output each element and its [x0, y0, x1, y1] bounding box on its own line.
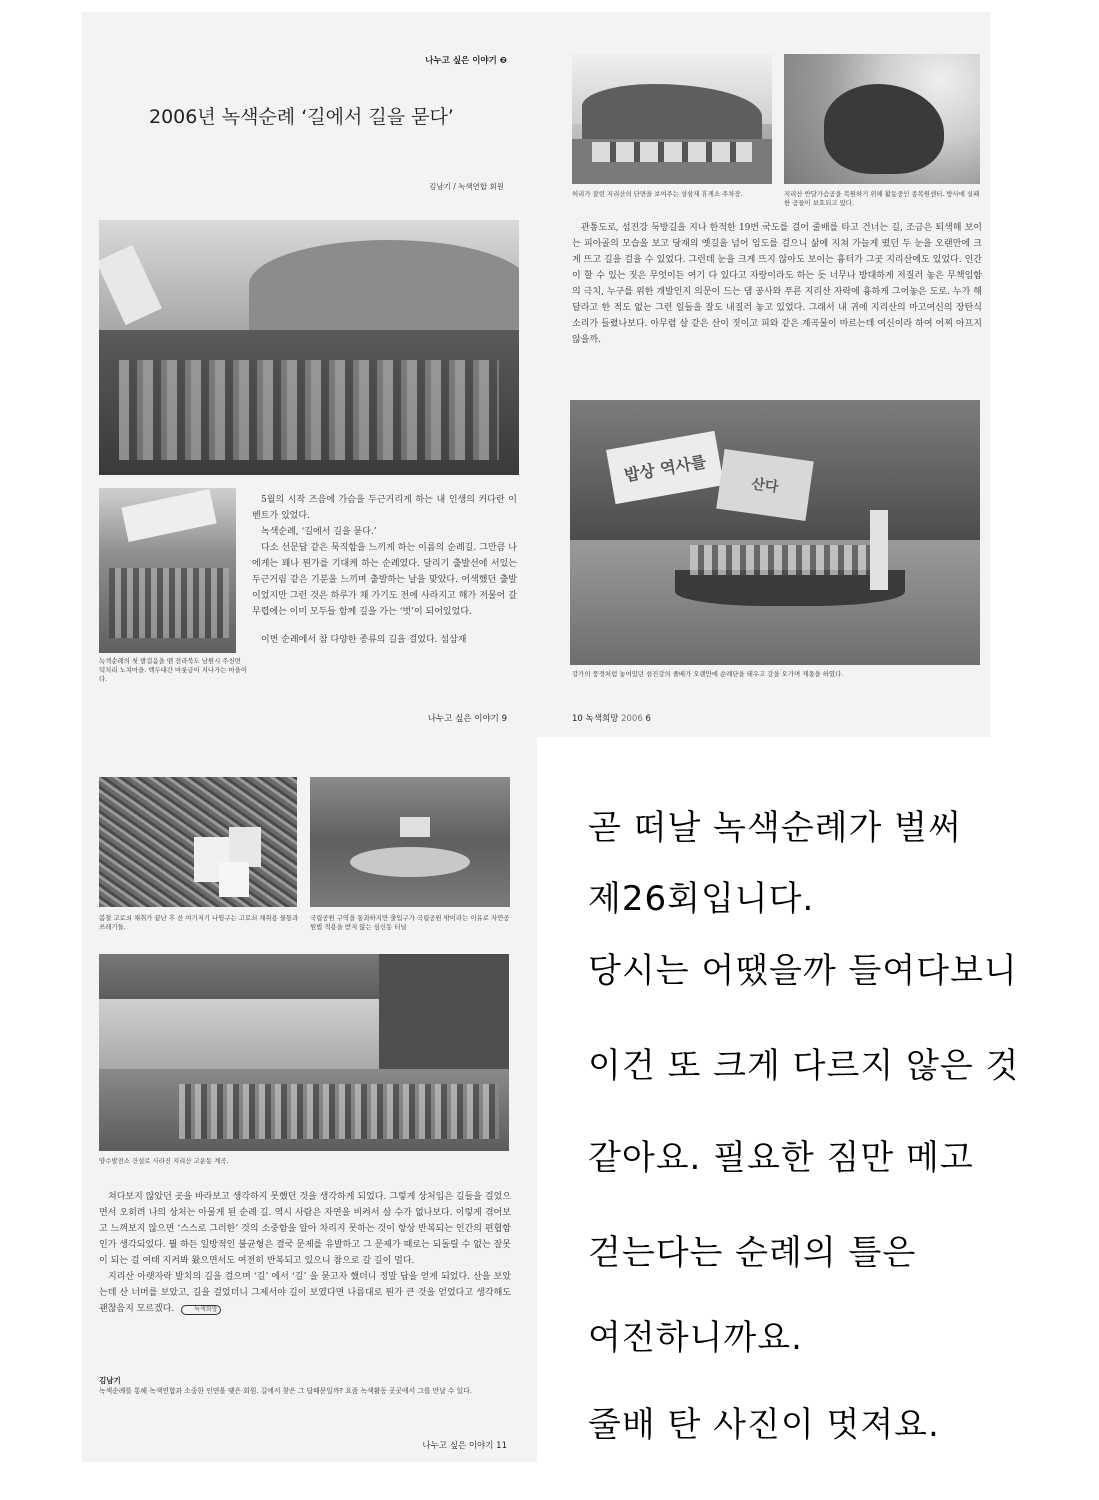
magazine-page-11 [82, 737, 537, 1462]
author-bio: 녹색순례를 통해 녹색연합과 소중한 인연을 맺은 회원. 길에서 찾은 그 답때문일까? 요즘 녹색활동 곳곳에서 그를 만날 수 있다. [99, 1387, 472, 1395]
trash-photo [99, 777, 297, 907]
article-body [572, 220, 982, 348]
article-title: 2006년 녹색순례 ‘길에서 길을 묻다’ [149, 106, 454, 128]
reservoir-photo [99, 954, 509, 1151]
caption-tunnel: 국립공원 구역을 통과하지만 출입구가 국립공원 밖이라는 이유로 자연공원법 적용을 받지 않는 심신동 터널 [310, 914, 510, 931]
note-line: 당시는 어땠을까 들여다보니 [588, 951, 1018, 991]
magazine-page-9 [82, 12, 537, 737]
page-number: 10 [572, 714, 583, 724]
author-name: 김남기 [99, 1376, 121, 1385]
paragraph-text: 지리산 아랫자락 발치의 길을 걸으며 ‘길’ 에서 ‘길’ 을 묻고자 했더니 정말 답을 얻게 되었다. 산을 보았는데 산 너머를 보았고, 길을 걸었더니 그제서야 길이 보였다면 나름대로 뭔가 큰 것을 얻었다고 생각해도 괜찮음지 모르겠다. [99, 1272, 511, 1314]
side-photo-caption: 녹색순례의 첫 발걸음을 뗀 전라북도 남원시 주천면 덕치리 노치마을. 백두대간 마룻금이 지나가는 마을이다. [99, 657, 248, 683]
paragraph: 다소 선문답 같은 묵직함을 느끼게 하는 이름의 순례길. 그만큼 나에게는 꽤나 뭔가를 기대케 하는 순례였다. 달리기 출발선에 서있는 두근거림 같은 기분을 느끼며 출발하는 날을 맞았다. 어색했던 출발이었지만 그런 것은 하루가 채 가기도 전에 사라지고 해가 저물어 갈 무렵에는 이미 모두들 함께 길을 가는 ‘벗’이 되어있었다. [252, 543, 517, 617]
end-mark-logo: 녹색희망 [181, 1305, 221, 1315]
note-line: 곧 떠날 녹색순례가 벌써 [588, 808, 962, 848]
magazine-name: 녹색희망 [585, 714, 619, 724]
article-body [252, 492, 517, 648]
paragraph: 녹색순례, ‘길에서 길을 묻다.’ [261, 527, 377, 537]
page-footer: 나누고 싶은 이야기 9 [427, 714, 507, 724]
caption-ferry: 강가의 풍경처럼 놓여있던 섬진강의 줄배가 오랜만에 순례단을 태우고 강을 오가며 제몫을 하였다. [572, 670, 844, 678]
note-line: 걷는다는 순례의 틀은 [588, 1233, 917, 1273]
issue-year: 2006 [621, 714, 643, 724]
note-line: 이건 또 크게 다르지 않은 것 [588, 1046, 1020, 1086]
bear-photo [784, 54, 980, 184]
page-footer [572, 712, 651, 724]
banner-right: 산다 [716, 449, 813, 521]
group-photo [99, 220, 519, 475]
caption-trash: 봄철 고로쇠 채취가 끝난 후 산 여기저기 나뒹구는 고로쇠 채취용 물통과 쓰레기들. [99, 914, 299, 931]
article-body [99, 1189, 511, 1317]
side-photo-hikers [99, 488, 236, 653]
tunnel-photo [310, 777, 510, 907]
paragraph: 쳐다보지 않았던 곳을 바라보고 생각하지 못했던 것을 생각하게 되었다. 그렇게 상처입은 길들을 걸었으면서 오히려 나의 상처는 아물게 된 순례 길. 역시 사람은 자연을 비켜서 살 수가 없나보다. 이렇게 겪어보고 느껴보지 않으면 ‘스스로 그러한’ 것의 소중함을 알아 차리지 못하는 것이 항상 반복되는 인간의 편협함인가 생각되었다. 뭘 하든 일방적인 불균형은 결국 문제를 유발하고 그 문제가 때로는 되돌릴 수 없는 잘못이 되는 걸 여태 지켜봐 왔으면서도 여전히 반복되고 있으니 참으로 갈 길이 멀다. [99, 1192, 511, 1266]
ferry-photo [570, 400, 980, 665]
note-line: 줄배 탄 사진이 멋져요. [588, 1405, 940, 1445]
paragraph: 관통도로, 섬진강 둑방길을 지나 한적한 19번 국도를 걸어 줄배를 타고 건너는 길, 조금은 퇴색해 보이는 피아골의 모습을 보고 당재의 옛길을 넘어 임도를 걸으니 삶에 지쳐 가늘게 떴던 두 눈을 오랜만에 크게 뜨고 길을 걸을 수 있었다. 그런데 눈을 크게 뜨지 않아도 보이는 흉터가 그곳 지리산에도 있었다. 인간이 할 수 있는 짓은 무엇이든 여기 다 있다고 자랑이라도 하는 듯 너무나 방대하게 저질러 놓은 무책임함의 극치, 누구를 위한 개발인지 의문이 드는 댐 공사와 푸른 지리산 자락에 흉하게 그어놓은 도로. 누가 해달라고 한 적도 없는 그런 일들을 잘도 내질러 놓고 있었다. 그래서 내 귀에 지리산의 마고여신의 장탄식 소리가 들렸나보다. 아무렴 살 같은 산이 짓이고 피와 같은 계곡물이 마르는데 여신이라 하여 어찌 아프지 않을까. [572, 223, 982, 345]
page-header: 나누고 싶은 이야기 ❷ [425, 56, 507, 66]
note-line: 같아요. 필요한 짐만 메고 [588, 1138, 974, 1178]
issue-number: 6 [645, 714, 651, 724]
paragraph: 5월의 시작 즈음에 가슴을 두근거리게 하는 내 인생의 커다란 이벤트가 있었다. [252, 495, 517, 521]
author-box [99, 1375, 514, 1396]
page-footer: 나누고 싶은 이야기 11 [422, 1441, 507, 1451]
paragraph [99, 1269, 511, 1317]
caption-parking: 허리가 잘린 지리산의 단면을 보여주는 성삼재 휴게소 주차장. [572, 190, 743, 198]
parking-lot-photo [572, 54, 772, 184]
caption-reservoir: 양수발전소 건설로 사라진 지리산 고운동 계곡. [99, 1157, 229, 1165]
paragraph: 이번 순례에서 참 다양한 종류의 길을 걸었다. 섬삼재 [261, 635, 467, 645]
banner-left: 밥상 역사를 [606, 431, 724, 504]
magazine-page-10 [537, 12, 990, 737]
caption-bear: 지리산 반달가슴곰을 복원하기 위해 활동중인 종복원센터. 방사에 실패한 곰들이 보호되고 있다. [784, 190, 980, 207]
byline: 김남기 / 녹색연합 회원 [429, 182, 504, 191]
note-line: 제26회입니다. [588, 879, 815, 919]
note-line: 여전하니까요. [588, 1318, 803, 1358]
